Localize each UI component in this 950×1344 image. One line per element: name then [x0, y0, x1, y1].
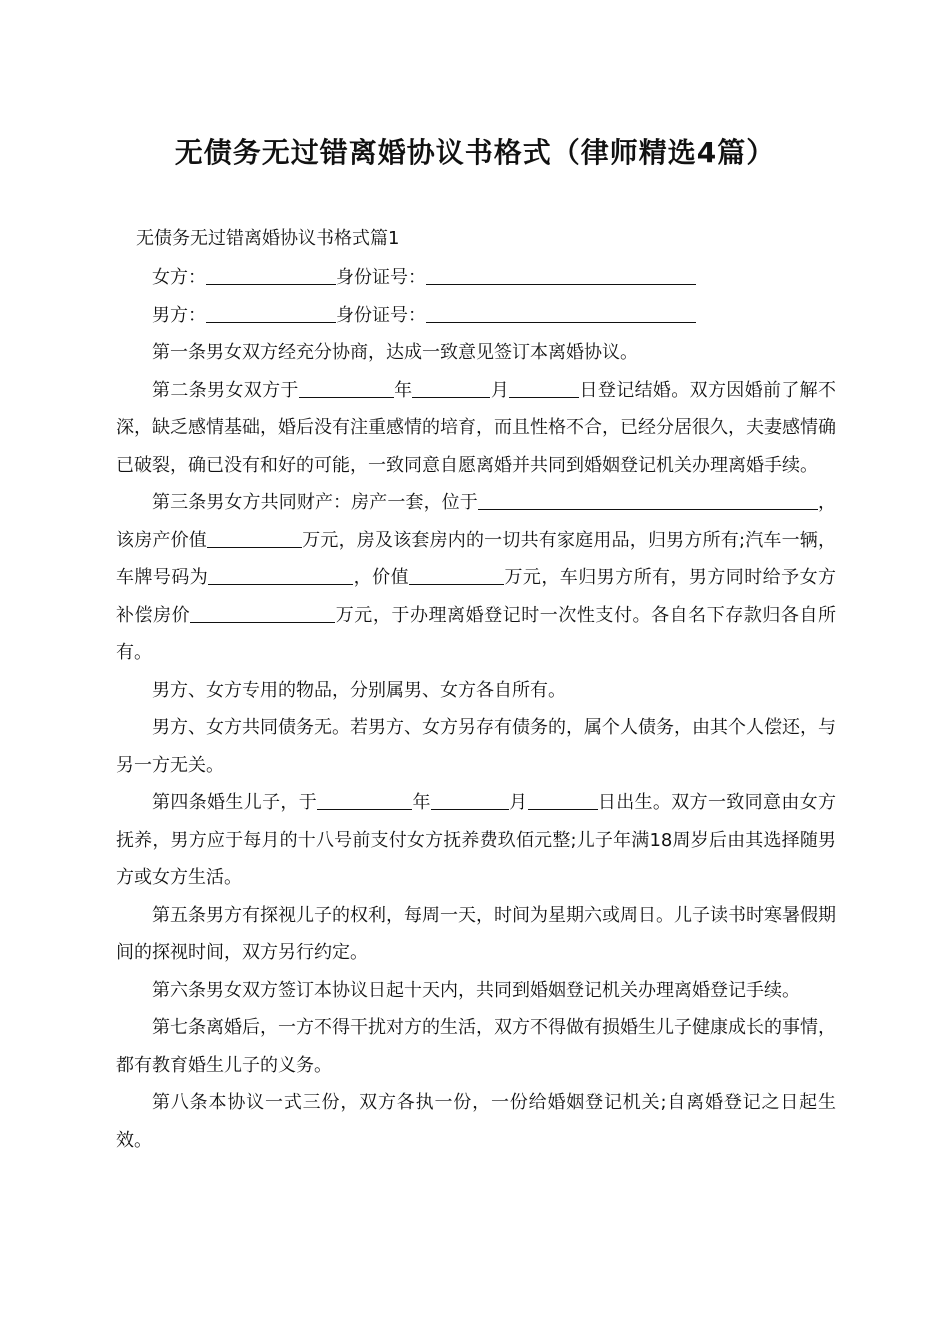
birth-month-blank — [431, 791, 509, 810]
article-3-car-value: ，价值 — [353, 567, 410, 588]
article-6: 第六条男女双方签订本协议日起十天内，共同到婚姻登记机关办理离婚登记手续。 — [152, 979, 800, 1001]
article-3-rest: 万元，于办理离婚登记时一次性支付。各自名下存款归各自所有。 — [116, 604, 837, 663]
male-name-blank — [206, 304, 336, 323]
article-3-car: 万元，房及该套房内的一切共有家庭用品，归男方所有;汽车一辆，车牌号码为 — [116, 529, 837, 588]
article-2-rest: 日登记结婚。双方因婚前了解不深，缺乏感情基础，婚后没有注重感情的培育，而且性格不合，已经分居很久，夫妻感情确已破裂，确已没有和好的可能，一致同意自愿离婚并共同到婚姻登记机关办理离婚手续。 — [116, 379, 837, 476]
address-blank-cont — [796, 491, 818, 510]
article-3 — [116, 484, 836, 672]
agreement-body — [116, 259, 836, 1159]
birth-day-blank — [528, 791, 598, 810]
female-line — [116, 259, 836, 297]
article-3-house-value: ，该房产价值 — [116, 492, 837, 551]
male-label: 男方： — [152, 304, 206, 326]
article-4-part: 第四条婚生儿子，于 — [152, 792, 318, 813]
male-line — [116, 297, 836, 335]
compensation-blank — [190, 604, 335, 623]
article-4 — [116, 784, 836, 897]
article-2-year: 年 — [393, 379, 413, 401]
article-3-compensation: 万元，车归男方所有，男方同时给予女方补偿房价 — [116, 567, 837, 626]
debts: 男方、女方共同债务无。若男方、女方另存有债务的，属个人债务，由其个人偿还，与另一方无关。 — [116, 717, 836, 776]
article-4-year: 年 — [412, 792, 431, 813]
plate-blank — [208, 566, 353, 585]
female-name-blank — [206, 266, 336, 285]
address-blank — [478, 491, 796, 510]
article-2-part: 第二条男女双方于 — [152, 379, 299, 401]
document-title: 无债务无过错离婚协议书格式（律师精选4篇） — [174, 136, 776, 169]
male-id-label: 身份证号： — [336, 304, 426, 326]
article-4-rest: 日出生。双方一致同意由女方抚养，男方应于每月的十八号前支付女方抚养费玖佰元整;儿子年满18周岁后由其选择随男方或女方生活。 — [116, 792, 837, 888]
article-1: 第一条男女双方经充分协商，达成一致意见签订本离婚协议。 — [152, 342, 638, 363]
article-8: 第八条本协议一式三份，双方各执一份，一份给婚姻登记机关;自离婚登记之日起生效。 — [116, 1092, 836, 1151]
house-value-blank — [207, 529, 302, 548]
article-7: 第七条离婚后，一方不得干扰对方的生活，双方不得做有损婚生儿子健康成长的事情，都有教育婚生儿子的义务。 — [116, 1017, 836, 1076]
article-5: 第五条男方有探视儿子的权利，每周一天，时间为星期六或周日。儿子读书时寒暑假期间的探视时间，双方另行约定。 — [116, 904, 836, 963]
birth-year-blank — [317, 791, 412, 810]
year-blank — [299, 379, 394, 398]
personal-items: 男方、女方专用的物品，分别属男、女方各自所有。 — [152, 679, 566, 701]
article-2 — [116, 372, 836, 485]
section-heading: 无债务无过错离婚协议书格式篇1 — [136, 228, 400, 249]
female-id-label: 身份证号： — [336, 267, 426, 288]
car-value-blank — [409, 566, 504, 585]
article-4-month: 月 — [508, 792, 528, 813]
female-id-blank — [426, 266, 696, 285]
day-blank — [509, 379, 579, 398]
month-blank — [412, 379, 490, 398]
article-2-month: 月 — [490, 379, 510, 401]
male-id-blank — [426, 304, 696, 323]
article-3-part: 第三条男女方共同财产：房产一套，位于 — [152, 492, 478, 513]
female-label: 女方： — [152, 267, 206, 288]
